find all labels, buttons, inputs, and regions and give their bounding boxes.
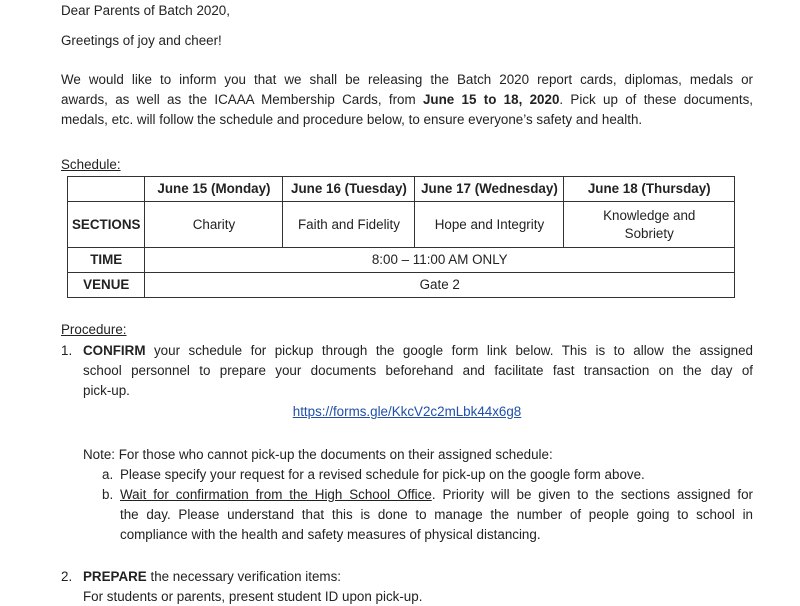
note-b-label: b. [102,487,114,502]
prepare-label: PREPARE [83,569,147,584]
note-intro: Note: For those who cannot pick-up the documents on their assigned schedule: [83,447,553,462]
row-label: VENUE [68,273,145,298]
header-cell: June 17 (Wednesday) [415,177,564,202]
section-cell: Knowledge and Sobriety [564,202,735,248]
salutation: Dear Parents of Batch 2020, [61,3,230,18]
step-2-line-1 [83,568,341,586]
note-b-line-2: the day. Please understand that this is done to manage the number of people going to school in [120,507,753,522]
intro-text: . Pick up of these documents, [559,92,753,107]
step-2-number: 2. [61,569,73,584]
intro-line-1: We would like to inform you that we shall be releasing the Batch 2020 report cards, diplomas, medals or [61,72,753,87]
google-form-link[interactable]: https://forms.gle/KkcV2c2mLbk44x6g8 [292,404,522,419]
header-cell: June 15 (Monday) [145,177,283,202]
schedule-heading: Schedule: [61,157,121,172]
header-cell-empty [68,177,145,202]
step-1-text: your schedule for pickup through the google form link below. This is to allow the assigned [145,343,753,358]
section-cell: Hope and Integrity [415,202,564,248]
table-row [68,202,735,248]
step-1-number: 1. [61,343,73,358]
table-row [68,248,735,273]
row-label: TIME [68,248,145,273]
step-1-line-1 [83,342,753,360]
step-2-text: the necessary verification items: [146,569,341,584]
section-cell: Charity [145,202,283,248]
procedure-heading: Procedure: [61,322,127,337]
header-cell: June 16 (Tuesday) [283,177,415,202]
schedule-table [67,176,735,298]
row-label: SECTIONS [68,202,145,248]
section-cell: Faith and Fidelity [283,202,415,248]
note-b-line-3: compliance with the health and safety measures of physical distancing. [120,527,541,542]
wait-confirmation-text: Wait for confirmation from the High School Office [120,487,432,502]
intro-line-3: medals, etc. will follow the schedule and procedure below, to ensure everyone’s safety and health. [61,112,643,127]
intro-line-2 [61,91,753,109]
note-b-line-1 [120,486,753,504]
google-form-link-row [61,403,753,421]
table-row [68,273,735,298]
confirm-label: CONFIRM [83,343,146,358]
step-2-line-2: For students or parents, present student ID upon pick-up. [83,589,423,604]
step-1-line-2: school personnel to prepare your documents beforehand and facilitate fast transaction on the day of [83,363,753,378]
date-range: June 15 to 18, 2020 [422,92,560,107]
note-b-text: . Priority will be given to the sections assigned for [431,487,753,502]
note-a-text: Please specify your request for a revised schedule for pick-up on the google form above. [120,467,645,482]
intro-text: awards, as well as the ICAAA Membership Cards, from [61,92,423,107]
step-1-line-3: pick-up. [83,383,130,398]
venue-cell: Gate 2 [145,273,735,298]
note-a-label: a. [102,467,114,482]
time-cell: 8:00 – 11:00 AM ONLY [145,248,735,273]
header-cell: June 18 (Thursday) [564,177,735,202]
greeting: Greetings of joy and cheer! [61,33,222,48]
table-header-row [68,177,735,202]
